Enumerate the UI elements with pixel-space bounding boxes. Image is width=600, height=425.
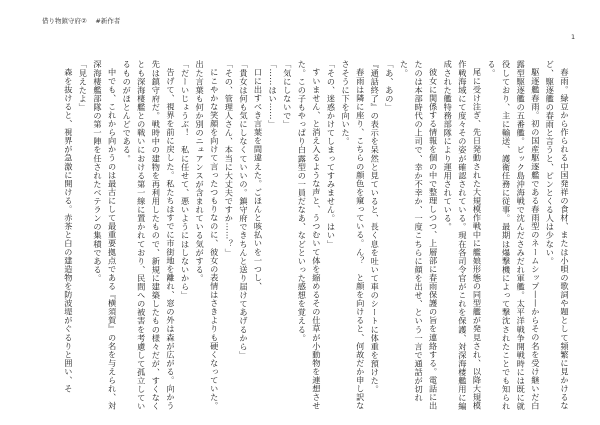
narration-paragraph: にこやかな笑顔を向けて言ったつもりなのに、彼女の表情はさきよりも硬くなっていた。出た言葉も何か別のニュアンスが含まれている気がする。 <box>195 60 220 411</box>
dialogue-line: 「貴女は何も気にしなくていいの。鎮守府できちんと送り届けてあげるから」 <box>238 60 249 360</box>
dialogue-line: 「気にしないで」 <box>282 60 293 129</box>
dialogue-line: 「……はい……」 <box>268 60 279 129</box>
narration-paragraph: 森を抜けると、視界が急激に開ける。赤茶と白の建造物を防波堤がぐるりと囲い、そ <box>63 68 74 394</box>
narration-paragraph: 彼女に関係する情報を個の中で整理しつつ、上層部に春雨保護の旨を連絡する。電話に出たのは本部時代の上司で、幸か不幸か、一度こちらに顔を出せ、という一言で通話が切れた。 <box>399 60 439 411</box>
running-header: 借り物鎮守府② #新作者 <box>42 17 121 25</box>
dialogue-line: 「あ、あの」 <box>384 60 395 112</box>
narration-paragraph: 春雨。緑豆から作られる中国発祥の食材、または小唄の歌詞や題として頻繁に見かけるなど、駆逐艦の春雨と言うと、ピンとくる人は少ない。 <box>545 60 570 411</box>
dialogue-line: 『通話終了』の表示を呆然と見ていると、長く息を吐いて車のシートに体重を預けた。 <box>370 60 381 394</box>
dialogue-line: 「その、管理人さん、本当に大丈夫ですか……？」 <box>224 60 235 257</box>
narration-paragraph: 中でも、これから向かうのは最古にして最重要拠点である『横須賀』の名を与えられ、対深海棲艦部隊の第一陣を任されたベテランの集積である。 <box>93 60 118 411</box>
narration-paragraph: すいません、と消え入るような声と、うつむいて体を縮めるその仕草が小動物を連想させた。この子もやっぱり白露型の一員だなあ、などといった感想を覚える。 <box>297 60 322 411</box>
page-number: 1 <box>571 33 576 41</box>
dialogue-line: 「だーいじょうぶ！ 私に任せて、悪いようにはしないから」 <box>180 60 191 300</box>
narration-paragraph: 尾に受け注ぎ、先日発動された大規模作戦中に艦娘形態の同型艦が発見され、以降大規模作戦海域にて度々その姿が確認されている。現在各司令官がこれを保護、対深海棲艦用に編成された艦特務部隊により運用されている。 <box>443 60 483 411</box>
narration-paragraph: 告げて、視界を前に戻した。私たちはすでに市街地を離れ、窓の外は森が広がる。向かう先は鎮守府だ。戦時中の建物を再利用したもので、新規に建築したもの様々だが、すくなくとも深海棲艦との戦いにおける第一線に置かれており、民間への被害を考慮して孤立しているものがほとんどである。 <box>122 60 176 411</box>
dialogue-line: 「その、迷惑かけてしまってすみません。はい」 <box>326 60 337 249</box>
vertical-body-text <box>40 60 572 412</box>
narration-paragraph: 口に出すべき言葉を間違えた。ごほんと咳払いを一つし、 <box>253 68 264 291</box>
narration-paragraph: 駆逐艦春雨。初の国産駆逐艦である春雨型のネームシップ——からその名を受け継いだ白露型駆逐艦の五番艦。ビック島沖海戦で沈んださみだれ軍艦。太平洋戦争開戦時には既に就役しており、主に輸送、護衛任務に従事。最期は爆撃機によって撃沈されたことでも知られる。 <box>487 60 541 411</box>
narration-paragraph: 春雨は隣に座り、こちらの顔色を窺っている。ん？ と顔を向けると、何故だか申し訳なさそうに下を向いた。 <box>341 60 366 411</box>
dialogue-line: 「見えたよ」 <box>78 60 89 112</box>
